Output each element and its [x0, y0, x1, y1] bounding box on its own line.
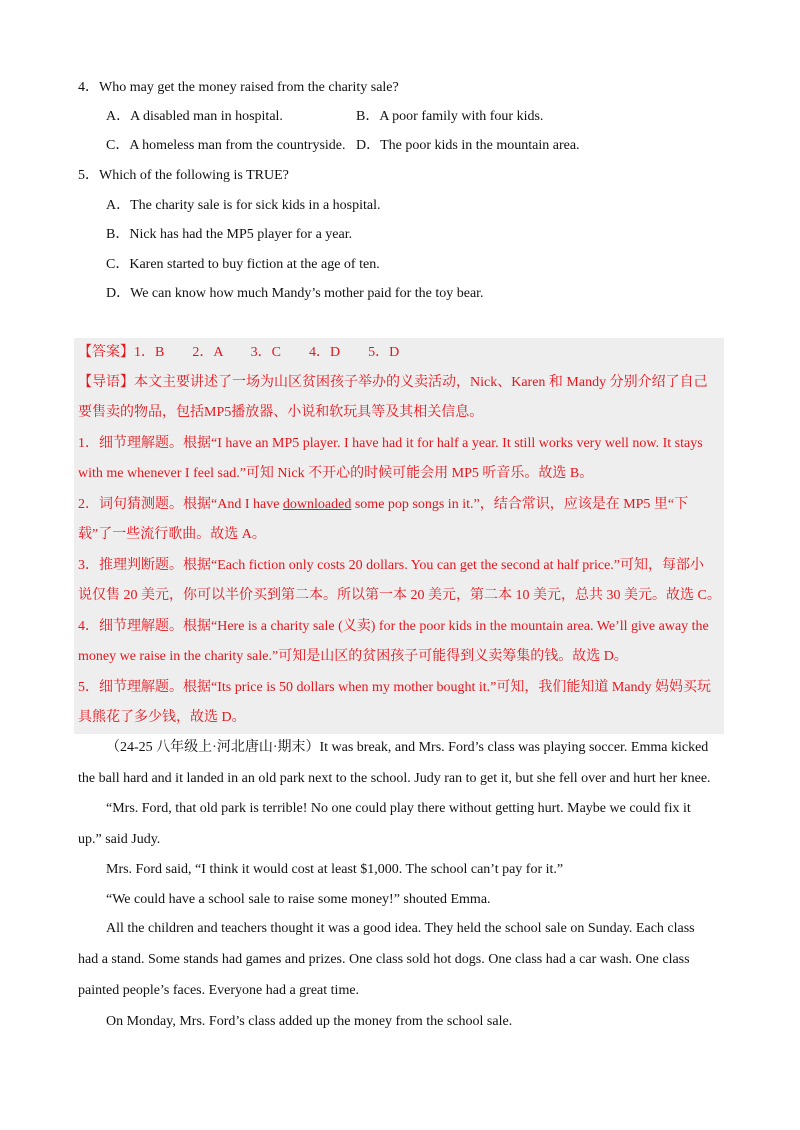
- explanation-2-text-b: some pop songs in it.”，结合常识，应该是在 MP5 里“下: [351, 497, 689, 512]
- passage-paragraph-5-line-3: painted people’s faces. Everyone had a great time.: [78, 983, 360, 998]
- explanation-4-line-1: 4．细节理解题。根据“Here is a charity sale (义卖) for the poor kids in the mountain area. We’ll give away the: [78, 619, 709, 634]
- explanation-3-line-1: 3．推理判断题。根据“Each fiction only costs 20 dollars. You can get the second at half price.”可知，每部小: [78, 558, 704, 573]
- question-4-option-a: A．A disabled man in hospital.: [106, 109, 283, 124]
- explanation-2-line-1: [78, 495, 688, 515]
- passage-paragraph-2-line-1: “Mrs. Ford, that old park is terrible! No one could play there without getting hurt. Maybe we could fix it: [106, 801, 691, 816]
- guide-line-1: 【导语】本文主要讲述了一场为山区贫困孩子举办的义卖活动，Nick、Karen 和 Mandy 分别介绍了自己: [78, 375, 708, 390]
- passage-paragraph-1-line-1: （24-25 八年级上·河北唐山·期末）It was break, and Mrs. Ford’s class was playing soccer. Emma kicked: [106, 740, 709, 755]
- explanation-3-line-2: 说仅售 20 美元，你可以半价买到第二本。所以第一本 20 美元，第二本 10 美元，总共 30 美元。故选 C。: [78, 588, 721, 603]
- explanation-2-text-a: 2．词句猜测题。根据“And I have: [78, 497, 283, 512]
- underlined-word: downloaded: [282, 497, 352, 512]
- passage-paragraph-5-line-1: All the children and teachers thought it was a good idea. They held the school sale on Sunday. Each class: [106, 921, 695, 936]
- explanation-2-line-2: 载”了一些流行歌曲。故选 A。: [78, 527, 266, 542]
- passage-paragraph-1-line-2: the ball hard and it landed in an old park next to the school. Judy ran to get it, but she fell over and hurt her knee.: [78, 771, 711, 786]
- passage-paragraph-2-line-2: up.” said Judy.: [78, 832, 161, 847]
- passage-paragraph-5-line-2: had a stand. Some stands had games and prizes. One class sold hot dogs. One class had a car wash. One class: [78, 952, 690, 967]
- question-5-option-a: A．The charity sale is for sick kids in a hospital.: [106, 198, 381, 213]
- explanation-1-line-1: 1．细节理解题。根据“I have an MP5 player. I have had it for half a year. It still works very well now. It stays: [78, 436, 703, 451]
- passage-paragraph-3: Mrs. Ford said, “I think it would cost at least $1,000. The school can’t pay for it.”: [106, 862, 564, 877]
- passage-paragraph-4: “We could have a school sale to raise some money!” shouted Emma.: [106, 892, 491, 907]
- question-4-option-d: D．The poor kids in the mountain area.: [356, 138, 580, 153]
- question-5-stem: 5．Which of the following is TRUE?: [78, 168, 289, 183]
- guide-line-2: 要售卖的物品，包括MP5播放器、小说和软玩具等及其相关信息。: [78, 405, 484, 420]
- passage-paragraph-6: On Monday, Mrs. Ford’s class added up the money from the school sale.: [106, 1014, 513, 1029]
- question-4-option-b: B．A poor family with four kids.: [356, 109, 544, 124]
- question-5-option-d: D．We can know how much Mandy’s mother paid for the toy bear.: [106, 286, 484, 301]
- question-5-option-b: B．Nick has had the MP5 player for a year.: [106, 227, 353, 242]
- explanation-5-line-1: 5．细节理解题。根据“Its price is 50 dollars when my mother bought it.”可知，我们能知道 Mandy 妈妈买玩: [78, 680, 712, 695]
- explanation-1-line-2: with me whenever I feel sad.”可知 Nick 不开心的时候可能会用 MP5 听音乐。故选 B。: [78, 466, 594, 481]
- question-4-option-c: C．A homeless man from the countryside.: [106, 138, 346, 153]
- question-5-option-c: C．Karen started to buy fiction at the age of ten.: [106, 257, 380, 272]
- explanation-5-line-2: 具熊花了多少钱，故选 D。: [78, 710, 246, 725]
- answer-key: 【答案】1．B 2．A 3．C 4．D 5．D: [78, 345, 400, 360]
- question-4-stem: 4．Who may get the money raised from the charity sale?: [78, 80, 399, 95]
- explanation-4-line-2: money we raise in the charity sale.”可知是山区的贫困孩子可能得到义卖筹集的钱。故选 D。: [78, 649, 628, 664]
